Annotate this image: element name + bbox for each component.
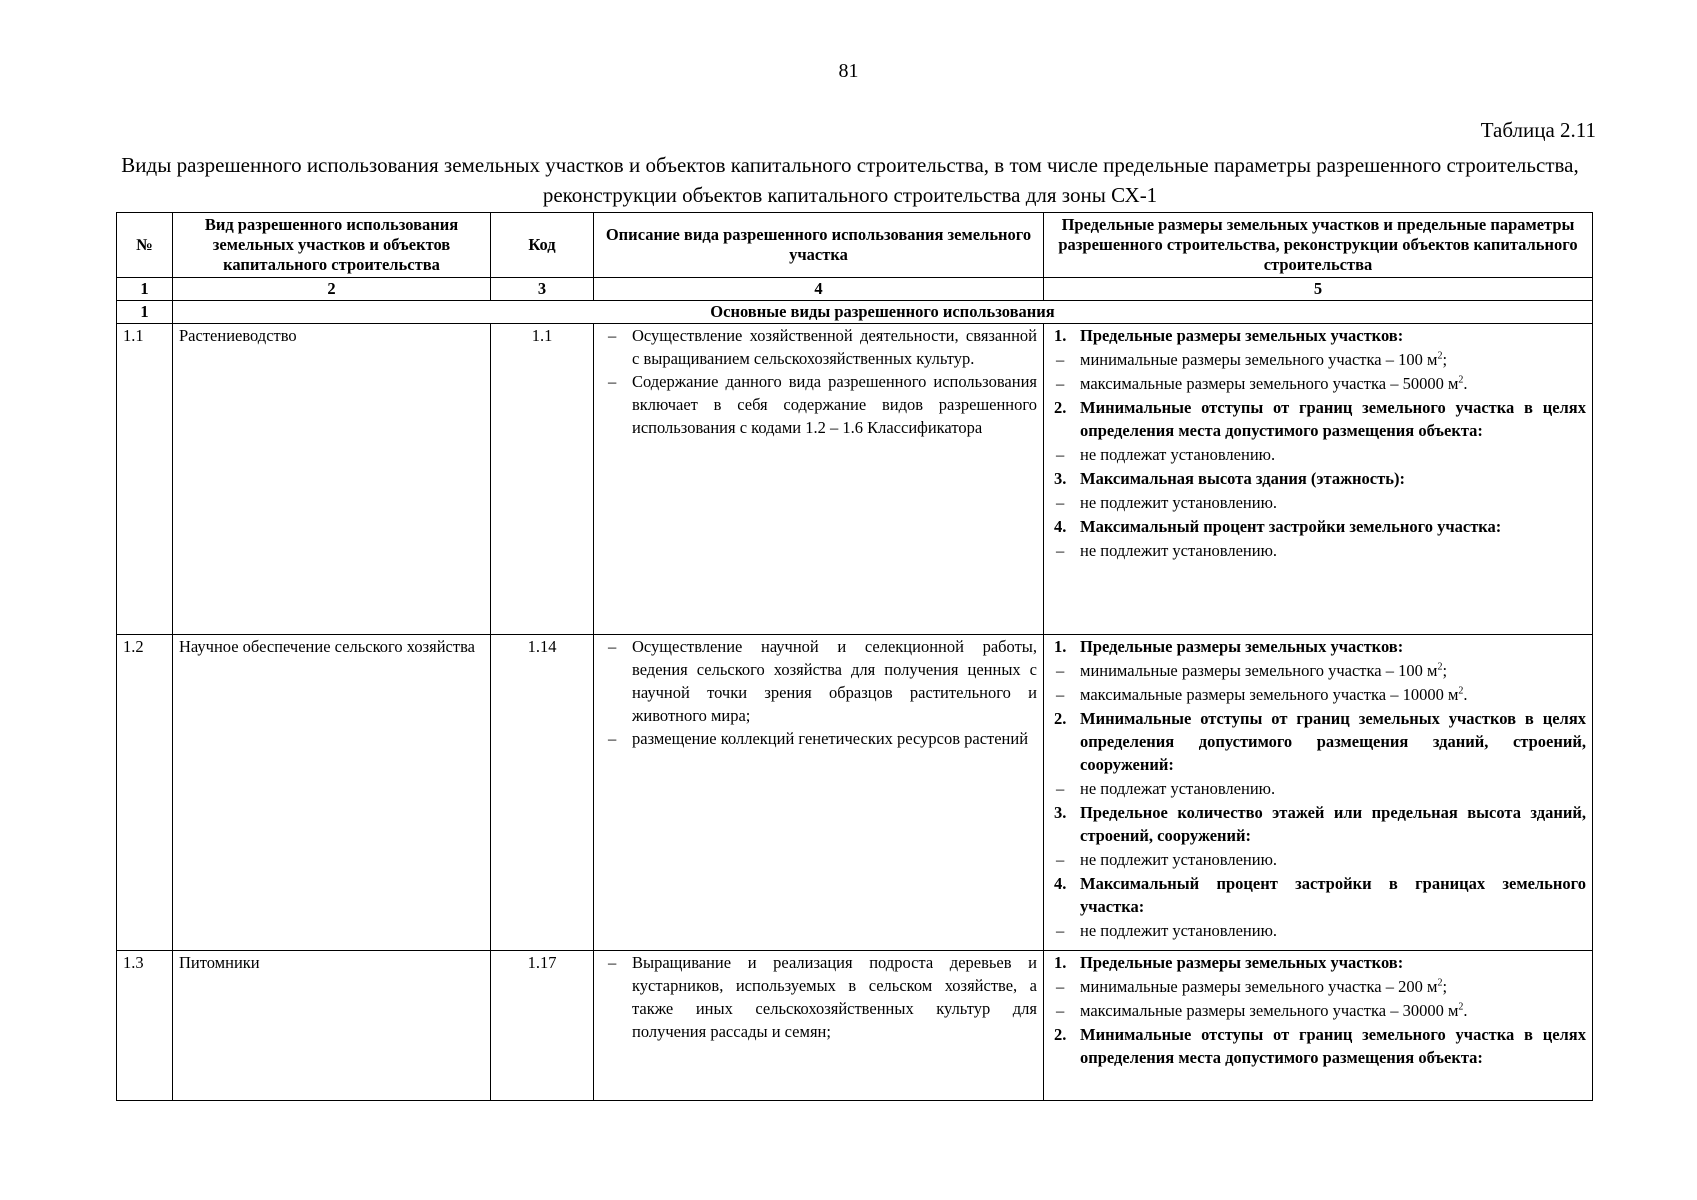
- column-number: 2: [173, 278, 491, 301]
- land-use-table: [116, 212, 1593, 1101]
- param-value: – минимальные размеры земельного участка – 200 $м^2$;: [1056, 977, 1448, 996]
- param-heading: 4. Максимальный процент застройки земельного участка:: [1054, 517, 1502, 536]
- description-item: – Осуществление хозяйственной деятельности, связанной с выращиванием сельскохозяйственных культур.: [600, 324, 1037, 370]
- description-item: – Выращивание и реализация подроста деревьев и кустарников, используемых в сельском хозяйстве, а также иных сельскохозяйственных культур для получения рассады и семян;: [600, 951, 1037, 1043]
- param-value: – не подлежит установлению.: [1056, 850, 1278, 869]
- column-number: 4: [594, 278, 1044, 301]
- row-description: [594, 324, 1044, 635]
- row-type-name: Растениеводство: [173, 324, 491, 635]
- page-number: 81: [838, 60, 859, 82]
- table-row: [117, 324, 1593, 635]
- param-heading: 1. Предельные размеры земельных участков:: [1054, 326, 1404, 345]
- description-item: – размещение коллекций генетических ресурсов растений: [600, 727, 1037, 750]
- table-row: [117, 635, 1593, 951]
- param-heading: 3. Предельное количество этажей или предельная высота зданий, строений, сооружений:: [1054, 803, 1586, 845]
- row-description: [594, 635, 1044, 951]
- description-item: – Осуществление научной и селекционной работы, ведения сельского хозяйства для получения ценных с научной точки зрения образцов растительного и животного мира;: [600, 635, 1037, 727]
- column-number-row: [117, 278, 1593, 301]
- row-description: [594, 951, 1044, 1101]
- row-number: 1.3: [117, 951, 173, 1101]
- param-heading: 2. Минимальные отступы от границ земельного участка в целях определения места допустимого размещения объекта:: [1054, 1025, 1586, 1067]
- column-number: 5: [1044, 278, 1593, 301]
- param-heading: 3. Максимальная высота здания (этажность):: [1054, 469, 1405, 488]
- table-label: Таблица 2.11: [1480, 118, 1596, 142]
- column-number: 1: [117, 278, 173, 301]
- param-value: – не подлежит установлению.: [1056, 493, 1278, 512]
- param-heading: 1. Предельные размеры земельных участков:: [1054, 637, 1404, 656]
- header-num: №: [117, 213, 173, 278]
- param-value: – максимальные размеры земельного участка – 30000 $м^2$.: [1056, 1001, 1468, 1020]
- table-title: Виды разрешенного использования земельных участков и объектов капитального строительства, в том числе предельные параметры разрешенного строительства, реконструкции объектов капитального строительства для зоны СХ-1: [121, 153, 1579, 207]
- param-value: – максимальные размеры земельного участка – 10000 $м^2$.: [1056, 685, 1468, 704]
- header-row: [117, 213, 1593, 278]
- param-value: – максимальные размеры земельного участка – 50000 $м^2$.: [1056, 374, 1468, 393]
- column-number: 3: [491, 278, 594, 301]
- row-params: [1044, 324, 1593, 635]
- section-title: Основные виды разрешенного использования: [173, 301, 1593, 324]
- param-value: – не подлежат установлению.: [1056, 779, 1276, 798]
- row-number: 1.1: [117, 324, 173, 635]
- param-value: – минимальные размеры земельного участка – 100 $м^2$;: [1056, 350, 1448, 369]
- row-code: 1.14: [491, 635, 594, 951]
- description-item: – Содержание данного вида разрешенного использования включает в себя содержание видов разрешенного использования с кодами 1.2 – 1.6 Классификатора: [600, 370, 1037, 439]
- param-value: – не подлежит установлению.: [1056, 541, 1278, 560]
- header-desc: Описание вида разрешенного использования земельного участка: [594, 213, 1044, 278]
- header-params: Предельные размеры земельных участков и предельные параметры разрешенного строительства, реконструкции объектов капитального строительства: [1044, 213, 1593, 278]
- param-heading: 2. Минимальные отступы от границ земельных участков в целях определения допустимого размещения зданий, строений, сооружений:: [1054, 709, 1586, 774]
- row-number: 1.2: [117, 635, 173, 951]
- header-code: Код: [491, 213, 594, 278]
- param-heading: 2. Минимальные отступы от границ земельного участка в целях определения места допустимого размещения объекта:: [1054, 398, 1586, 440]
- section-number: 1: [117, 301, 173, 324]
- header-type: Вид разрешенного использования земельных участков и объектов капитального строительства: [173, 213, 491, 278]
- row-code: 1.1: [491, 324, 594, 635]
- row-type-name: Питомники: [173, 951, 491, 1101]
- table-row: [117, 951, 1593, 1101]
- row-params: [1044, 951, 1593, 1101]
- param-heading: 1. Предельные размеры земельных участков:: [1054, 953, 1404, 972]
- row-type-name: Научное обеспечение сельского хозяйства: [173, 635, 491, 951]
- row-code: 1.17: [491, 951, 594, 1101]
- param-value: – не подлежат установлению.: [1056, 445, 1276, 464]
- section-row: [117, 301, 1593, 324]
- param-value: – минимальные размеры земельного участка – 100 $м^2$;: [1056, 661, 1448, 680]
- param-heading: 4. Максимальный процент застройки в границах земельного участка:: [1054, 874, 1586, 916]
- param-value: – не подлежит установлению.: [1056, 921, 1278, 940]
- row-params: [1044, 635, 1593, 951]
